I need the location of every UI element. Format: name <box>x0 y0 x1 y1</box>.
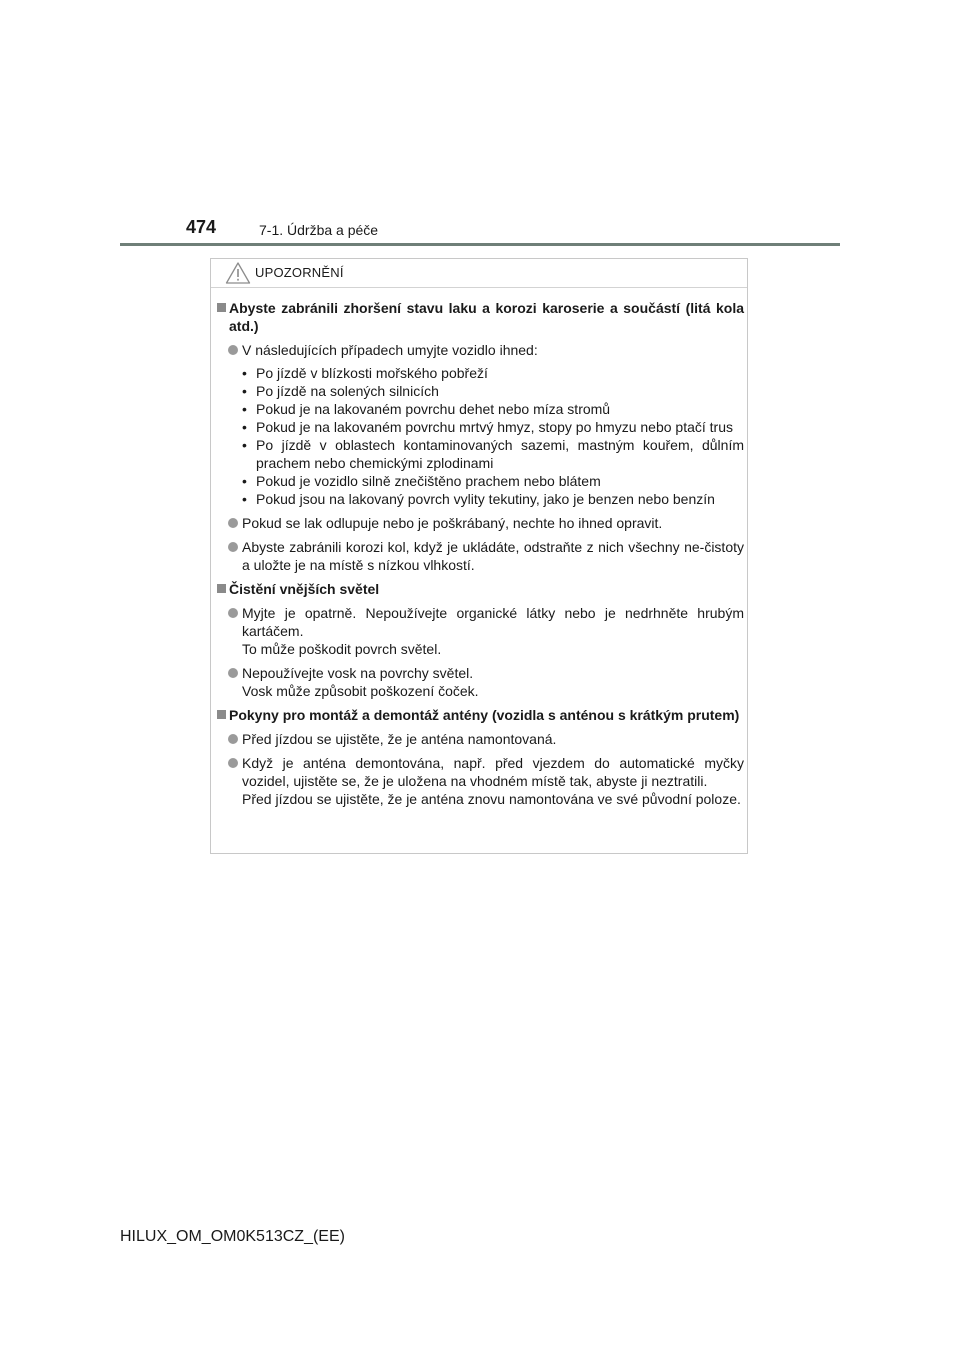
warning-triangle-icon <box>225 261 251 285</box>
section-heading: Čistění vnějších světel <box>217 580 744 598</box>
warning-content <box>217 299 744 814</box>
sub-list <box>217 364 744 508</box>
bullet-item: Myjte je opatrně. Nepoužívejte organické látky nebo je nedrhněte hrubým kartáčem. To může poškodit povrch světel. <box>217 604 744 658</box>
page-number: 474 <box>186 217 217 237</box>
circle-bullet-icon <box>228 734 238 744</box>
section-heading: Pokyny pro montáž a demontáž antény (vozidla s anténou s krátkým prutem) <box>217 706 744 724</box>
document-code: HILUX_OM_OM0K513CZ_(EE) <box>120 1228 345 1245</box>
square-bullet-icon <box>217 710 226 719</box>
bullet-item: Před jízdou se ujistěte, že je anténa namontovaná. <box>217 730 744 748</box>
circle-bullet-icon <box>228 668 238 678</box>
section-title: 7-1. Údržba a péče <box>259 222 379 238</box>
circle-bullet-icon <box>228 608 238 618</box>
header-rule <box>120 243 840 246</box>
warning-box <box>210 258 748 854</box>
sub-item: • Pokud je na lakovaném povrchu mrtvý hmyz, stopy po hmyzu nebo ptačí trus <box>242 419 734 435</box>
bullet-item: Nepoužívejte vosk na povrchy světel. Vosk může způsobit poškození čoček. <box>217 664 744 700</box>
sub-item: • Po jízdě na solených silnicích <box>242 383 439 399</box>
sub-item: • Pokud je na lakovaném povrchu dehet nebo míza stromů <box>242 401 611 417</box>
circle-bullet-icon <box>228 345 238 355</box>
bullet-item: Když je anténa demontována, např. před vjezdem do automatické myčky vozidel, ujistěte se, že je uložena na vhodném místě tak, abyste ji neztratili. Před jízdou se ujistěte, že je anténa znovu namontována ve své původní poloze. <box>217 754 744 808</box>
circle-bullet-icon <box>228 518 238 528</box>
square-bullet-icon <box>217 584 226 593</box>
warning-label: UPOZORNĚNÍ <box>255 265 344 280</box>
bullet-item: Abyste zabránili korozi kol, když je ukládáte, odstraňte z nich všechny ne-čistoty a uložte je na místě s nízkou vlhkostí. <box>217 538 744 574</box>
warning-header <box>211 259 747 288</box>
bullet-item: V následujících případech umyjte vozidlo ihned: <box>217 341 744 359</box>
section-heading: Abyste zabránili zhoršení stavu laku a korozi karoserie a součástí (litá kola atd.) <box>217 299 744 335</box>
sub-item: • Po jízdě v blízkosti mořského pobřeží <box>242 365 488 381</box>
bullet-item: Pokud se lak odlupuje nebo je poškrábaný, nechte ho ihned opravit. <box>217 514 744 532</box>
circle-bullet-icon <box>228 758 238 768</box>
sub-item: • Pokud je vozidlo silně znečištěno prachem nebo blátem <box>242 473 601 489</box>
sub-item: • Pokud jsou na lakovaný povrch vylity tekutiny, jako je benzen nebo benzín <box>242 491 715 507</box>
circle-bullet-icon <box>228 542 238 552</box>
sub-item: • Po jízdě v oblastech kontaminovaných sazemi, mastným kouřem, důlním prachem nebo chemickými zplodinami <box>242 437 744 471</box>
square-bullet-icon <box>217 303 226 312</box>
